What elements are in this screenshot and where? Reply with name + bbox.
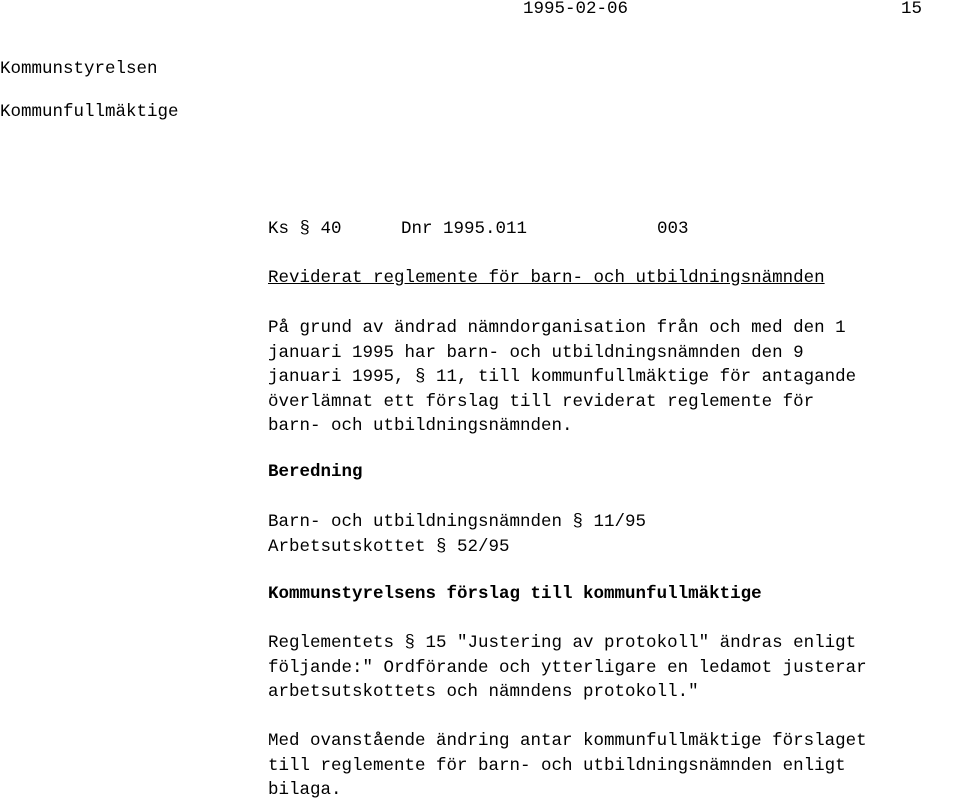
proposal-paragraph-2 bbox=[268, 729, 960, 803]
proposal-heading: Kommunstyrelsens förslag till kommunfullmäktige bbox=[268, 584, 762, 604]
case-ks: Ks § 40 bbox=[268, 219, 342, 239]
intro-paragraph bbox=[268, 316, 960, 439]
intro-line: På grund av ändrad nämndorganisation från och med den 1 bbox=[268, 318, 846, 338]
proposal-line: Reglementets § 15 "Justering av protokoll" ändras enligt bbox=[268, 633, 857, 653]
intro-line: barn- och utbildningsnämnden. bbox=[268, 416, 573, 436]
document-title: Reviderat reglemente för barn- och utbildningsnämnden bbox=[268, 268, 825, 288]
beredning-line: Arbetsutskottet § 52/95 bbox=[268, 536, 510, 557]
intro-line: överlämnat ett förslag till reviderat reglemente för bbox=[268, 391, 815, 412]
case-number: 003 bbox=[657, 219, 689, 239]
proposal-line: Med ovanstående ändring antar kommunfullmäktige förslaget bbox=[268, 731, 867, 751]
proposal-line: bilaga. bbox=[268, 780, 342, 800]
org-line-2: Kommunfullmäktige bbox=[0, 102, 179, 122]
beredning-line: Barn- och utbildningsnämnden § 11/95 bbox=[268, 512, 647, 532]
proposal-line: till reglemente för barn- och utbildningsnämnden enligt bbox=[268, 755, 846, 776]
beredning-list bbox=[268, 510, 960, 559]
intro-line: januari 1995, § 11, till kommunfullmäktige för antagande bbox=[268, 367, 857, 387]
page-number: 15 bbox=[901, 0, 923, 19]
proposal-paragraph-1 bbox=[268, 631, 960, 705]
intro-line: januari 1995 har barn- och utbildningsnämnden den 9 bbox=[268, 342, 804, 363]
org-line-1: Kommunstyrelsen bbox=[0, 59, 158, 79]
beredning-heading: Beredning bbox=[268, 462, 363, 482]
proposal-line: arbetsutskottets och nämndens protokoll." bbox=[268, 682, 699, 702]
case-dnr: Dnr 1995.011 bbox=[401, 219, 528, 239]
proposal-line: följande:" Ordförande och ytterligare en ledamot justerar bbox=[268, 657, 867, 678]
header-date: 1995-02-06 bbox=[523, 0, 629, 19]
